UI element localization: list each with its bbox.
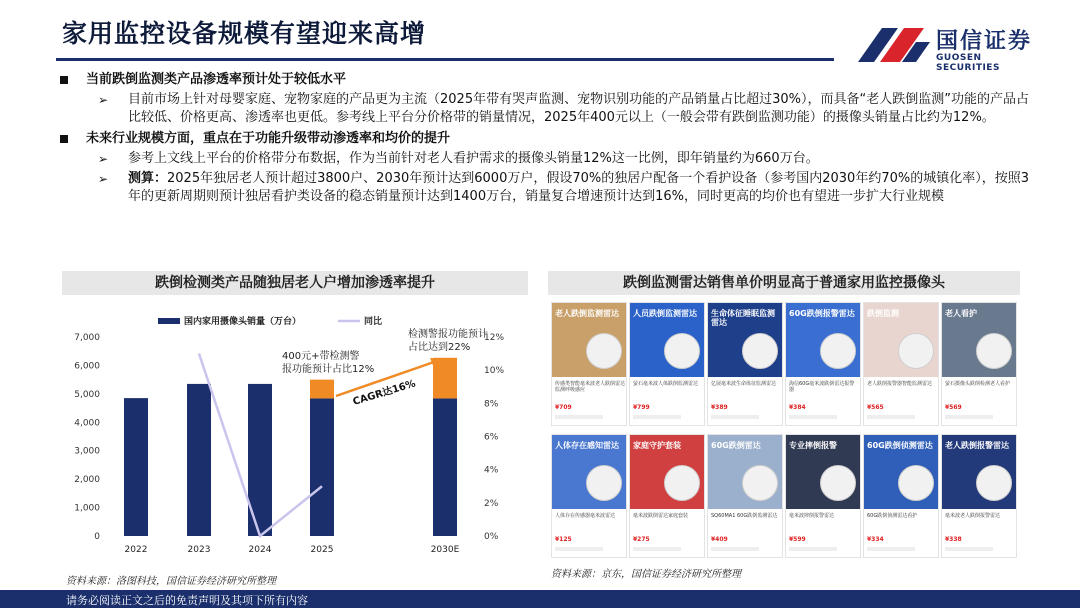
square-bullet-icon xyxy=(60,76,68,84)
y-right-tick-label: 4% xyxy=(484,465,499,476)
product-price: ¥565 xyxy=(867,404,884,411)
bullet-2-sub-2 xyxy=(58,170,1030,206)
product-grid xyxy=(551,302,1011,560)
product-card[interactable] xyxy=(707,302,783,426)
product-banner: 老人看护 xyxy=(945,309,977,318)
bullet-2-sub-2-text: 2025年独居老人预计超过3800户、2030年预计达到6000万户，假设70%的独居户配备一个看护设备（参考国内2030年约70%的城镇化率），按照3年的更新周期则预计独居看护类设备的稳态销量预计达到1400万台，销量复合增速预计达到16%，同时更高的均价也有望进一步扩大行业规模 xyxy=(128,171,1029,204)
bullet-section xyxy=(58,68,1030,206)
product-price: ¥275 xyxy=(633,536,650,543)
product-meta-bar xyxy=(789,415,837,419)
logo-chinese-name: 国信证券 xyxy=(936,29,1033,54)
product-banner: 60G跌倒雷达 xyxy=(711,441,761,450)
arrow-bullet-icon: ➢ xyxy=(98,152,109,166)
bullet-2 xyxy=(58,130,1030,148)
bar xyxy=(310,398,334,536)
product-image xyxy=(864,435,938,509)
product-card[interactable] xyxy=(629,434,705,558)
radar-device-icon xyxy=(976,465,1012,501)
bullet-2-sub-1-text: 参考上文线上平台的价格带分布数据，作为当前针对老人看护需求的摄像头销量12%这一比例，即年销量约为660万台。 xyxy=(128,151,819,166)
product-banner: 跌倒监测 xyxy=(867,309,899,318)
product-banner: 人体存在感知雷达 xyxy=(555,441,619,450)
product-meta-bar xyxy=(789,547,837,551)
product-price: ¥709 xyxy=(555,404,572,411)
x-tick-label: 2025 xyxy=(310,545,334,555)
y-right-tick-label: 2% xyxy=(484,498,499,509)
bar xyxy=(433,398,457,536)
product-description: 传感类智能毫米波老人跌倒雷达监测呼吸感应 xyxy=(555,381,626,393)
product-banner: 生命体征睡眠监测雷达 xyxy=(711,309,775,327)
y-right-tick-label: 8% xyxy=(484,399,499,410)
company-logo xyxy=(858,22,1048,73)
y-right-tick-label: 6% xyxy=(484,432,499,443)
left-source-note: 资料来源：洛图科技，国信证券经济研究所整理 xyxy=(66,576,276,587)
product-banner: 家庭守护套装 xyxy=(633,441,681,450)
product-card[interactable] xyxy=(941,302,1017,426)
bar xyxy=(124,398,148,536)
cagr-label: CAGR达16% xyxy=(351,378,417,408)
bullet-1 xyxy=(58,71,1030,89)
y-right-tick-label: 0% xyxy=(484,532,499,542)
product-description: SQ60MA1 60G跌倒监测雷达 xyxy=(711,513,778,519)
product-banner: 老人跌倒监测雷达 xyxy=(555,309,619,318)
y-left-tick-label: 1,000 xyxy=(74,503,100,514)
product-meta-bar xyxy=(711,547,759,551)
arrow-bullet-icon: ➢ xyxy=(98,172,109,186)
product-card[interactable] xyxy=(551,434,627,558)
y-left-tick-label: 0 xyxy=(94,532,100,542)
x-tick-label: 2023 xyxy=(187,545,211,555)
bullet-1-heading: 当前跌倒监测类产品渗透率预计处于较低水平 xyxy=(86,72,347,87)
page-title: 家用监控设备规模有望迎来高增 xyxy=(62,19,427,48)
radar-device-icon xyxy=(976,333,1012,369)
radar-device-icon xyxy=(898,333,934,369)
product-price: ¥384 xyxy=(789,404,806,411)
product-description: 老人跌倒报警器智能监测雷达 xyxy=(867,381,933,387)
legend-bar-swatch xyxy=(158,318,180,324)
product-meta-bar xyxy=(867,415,915,419)
product-price: ¥799 xyxy=(633,404,650,411)
y-left-tick-label: 6,000 xyxy=(74,361,100,372)
sales-chart xyxy=(58,300,505,570)
radar-device-icon xyxy=(820,465,856,501)
product-price: ¥334 xyxy=(867,536,884,543)
product-description: 萤石毫米波人体跌倒监测雷达 xyxy=(633,381,699,387)
product-price: ¥409 xyxy=(711,536,728,543)
product-card[interactable] xyxy=(629,302,705,426)
product-meta-bar xyxy=(633,415,681,419)
arrow-bullet-icon: ➢ xyxy=(98,93,109,107)
product-card[interactable] xyxy=(785,434,861,558)
product-banner: 60G跌倒侦测雷达 xyxy=(867,441,933,450)
product-description: 毫米波老人跌倒报警雷达 xyxy=(945,513,1001,519)
product-banner: 人员跌倒监测雷达 xyxy=(633,309,697,318)
bullet-1-sub-1 xyxy=(58,91,1030,127)
radar-device-icon xyxy=(742,465,778,501)
product-image xyxy=(864,303,938,377)
product-card[interactable] xyxy=(707,434,783,558)
product-description: 毫米波跌倒雷达家庭套装 xyxy=(633,513,689,519)
right-source-note: 资料来源：京东，国信证券经济研究所整理 xyxy=(551,569,741,580)
left-panel-title: 跌倒检测类产品随独居老人户增加渗透率提升 xyxy=(62,271,528,295)
product-description: 60G跌倒侦测雷达看护 xyxy=(867,513,918,519)
bullet-2-sub-1 xyxy=(58,150,1030,168)
annotation-2025-line1: 400元+带检测警 xyxy=(282,351,360,362)
footer-disclaimer: 请务必阅读正文之后的免责声明及其项下所有内容 xyxy=(66,594,308,607)
product-image xyxy=(708,435,782,509)
product-image xyxy=(786,303,860,377)
product-meta-bar xyxy=(867,547,915,551)
radar-device-icon xyxy=(742,333,778,369)
legend-bar-label: 国内家用摄像头销量（万台） xyxy=(184,317,302,327)
product-description: 亿展毫米波生命体征监测雷达 xyxy=(711,381,777,387)
y-right-tick-label: 12% xyxy=(484,333,505,343)
product-price: ¥125 xyxy=(555,536,572,543)
product-image xyxy=(552,303,626,377)
product-card[interactable] xyxy=(785,302,861,426)
square-bullet-icon xyxy=(60,135,68,143)
product-banner: 老人跌倒报警雷达 xyxy=(945,441,1009,450)
product-meta-bar xyxy=(945,415,993,419)
product-price: ¥599 xyxy=(789,536,806,543)
radar-device-icon xyxy=(898,465,934,501)
product-meta-bar xyxy=(633,547,681,551)
product-price: ¥569 xyxy=(945,404,962,411)
x-tick-label: 2022 xyxy=(124,545,148,555)
bullet-1-sub-1-text: 目前市场上针对母婴家庭、宠物家庭的产品更为主流（2025年带有哭声监测、宠物识别功能的产品销量占比超过30%），而具备“老人跌倒监测”功能的产品占比较低、价格更高、渗透率也更低。参考线上平台分价格带的销量情况，2025年400元以上（一般会带有跌倒监测功能）的摄像头销量占比约为12%。 xyxy=(128,92,1029,125)
product-description: 萤石摄像头跌倒检测老人看护 xyxy=(945,381,1011,387)
product-meta-bar xyxy=(945,547,993,551)
product-banner: 专业摔倒报警 xyxy=(789,441,837,450)
product-card[interactable] xyxy=(863,434,939,558)
guosen-logo-icon xyxy=(858,22,934,66)
annotation-2025-line2: 报功能预计占比12% xyxy=(282,364,375,375)
annotation-2030-line2: 占比达到22% xyxy=(408,342,471,353)
product-banner: 60G跌倒报警雷达 xyxy=(789,309,855,318)
y-left-tick-label: 4,000 xyxy=(74,418,100,429)
x-tick-label: 2030E xyxy=(430,545,460,555)
y-left-tick-label: 7,000 xyxy=(74,333,100,343)
product-price: ¥389 xyxy=(711,404,728,411)
title-divider xyxy=(56,58,834,61)
bullet-2-heading: 未来行业规模方面，重点在于功能升级带动渗透率和均价的提升 xyxy=(86,131,451,146)
product-image xyxy=(786,435,860,509)
product-image xyxy=(630,435,704,509)
product-description: 海信60G毫米波跌倒雷达报警器 xyxy=(789,381,855,393)
product-description: 毫米波摔倒报警雷达 xyxy=(789,513,835,519)
right-panel-title: 跌倒监测雷达销售单价明显高于普通家用监控摄像头 xyxy=(548,271,1020,295)
bullet-2-sub-2-lead: 测算： xyxy=(128,171,168,186)
bar-highlight-segment xyxy=(310,380,334,399)
product-image xyxy=(942,435,1016,509)
product-meta-bar xyxy=(555,547,603,551)
x-tick-label: 2024 xyxy=(248,545,272,555)
product-card[interactable] xyxy=(863,302,939,426)
radar-device-icon xyxy=(586,465,622,501)
y-left-tick-label: 5,000 xyxy=(74,389,100,400)
product-image xyxy=(630,303,704,377)
y-left-tick-label: 2,000 xyxy=(74,475,100,486)
radar-device-icon xyxy=(664,465,700,501)
product-image xyxy=(708,303,782,377)
product-image xyxy=(552,435,626,509)
radar-device-icon xyxy=(820,333,856,369)
product-meta-bar xyxy=(555,415,603,419)
y-right-tick-label: 10% xyxy=(484,366,505,377)
legend-line-label: 同比 xyxy=(364,317,383,327)
logo-english-name: GUOSEN SECURITIES xyxy=(936,53,1000,73)
product-image xyxy=(942,303,1016,377)
product-description: 人体存在传感器毫米波雷达 xyxy=(555,513,616,519)
product-price: ¥338 xyxy=(945,536,962,543)
footer-bar xyxy=(0,590,1080,608)
radar-device-icon xyxy=(664,333,700,369)
annotation-2030-line1: 检测警报功能预计 xyxy=(408,329,488,340)
product-card[interactable] xyxy=(551,302,627,426)
product-card[interactable] xyxy=(941,434,1017,558)
radar-device-icon xyxy=(586,333,622,369)
y-left-tick-label: 3,000 xyxy=(74,446,100,457)
bar xyxy=(187,384,211,536)
product-meta-bar xyxy=(711,415,759,419)
